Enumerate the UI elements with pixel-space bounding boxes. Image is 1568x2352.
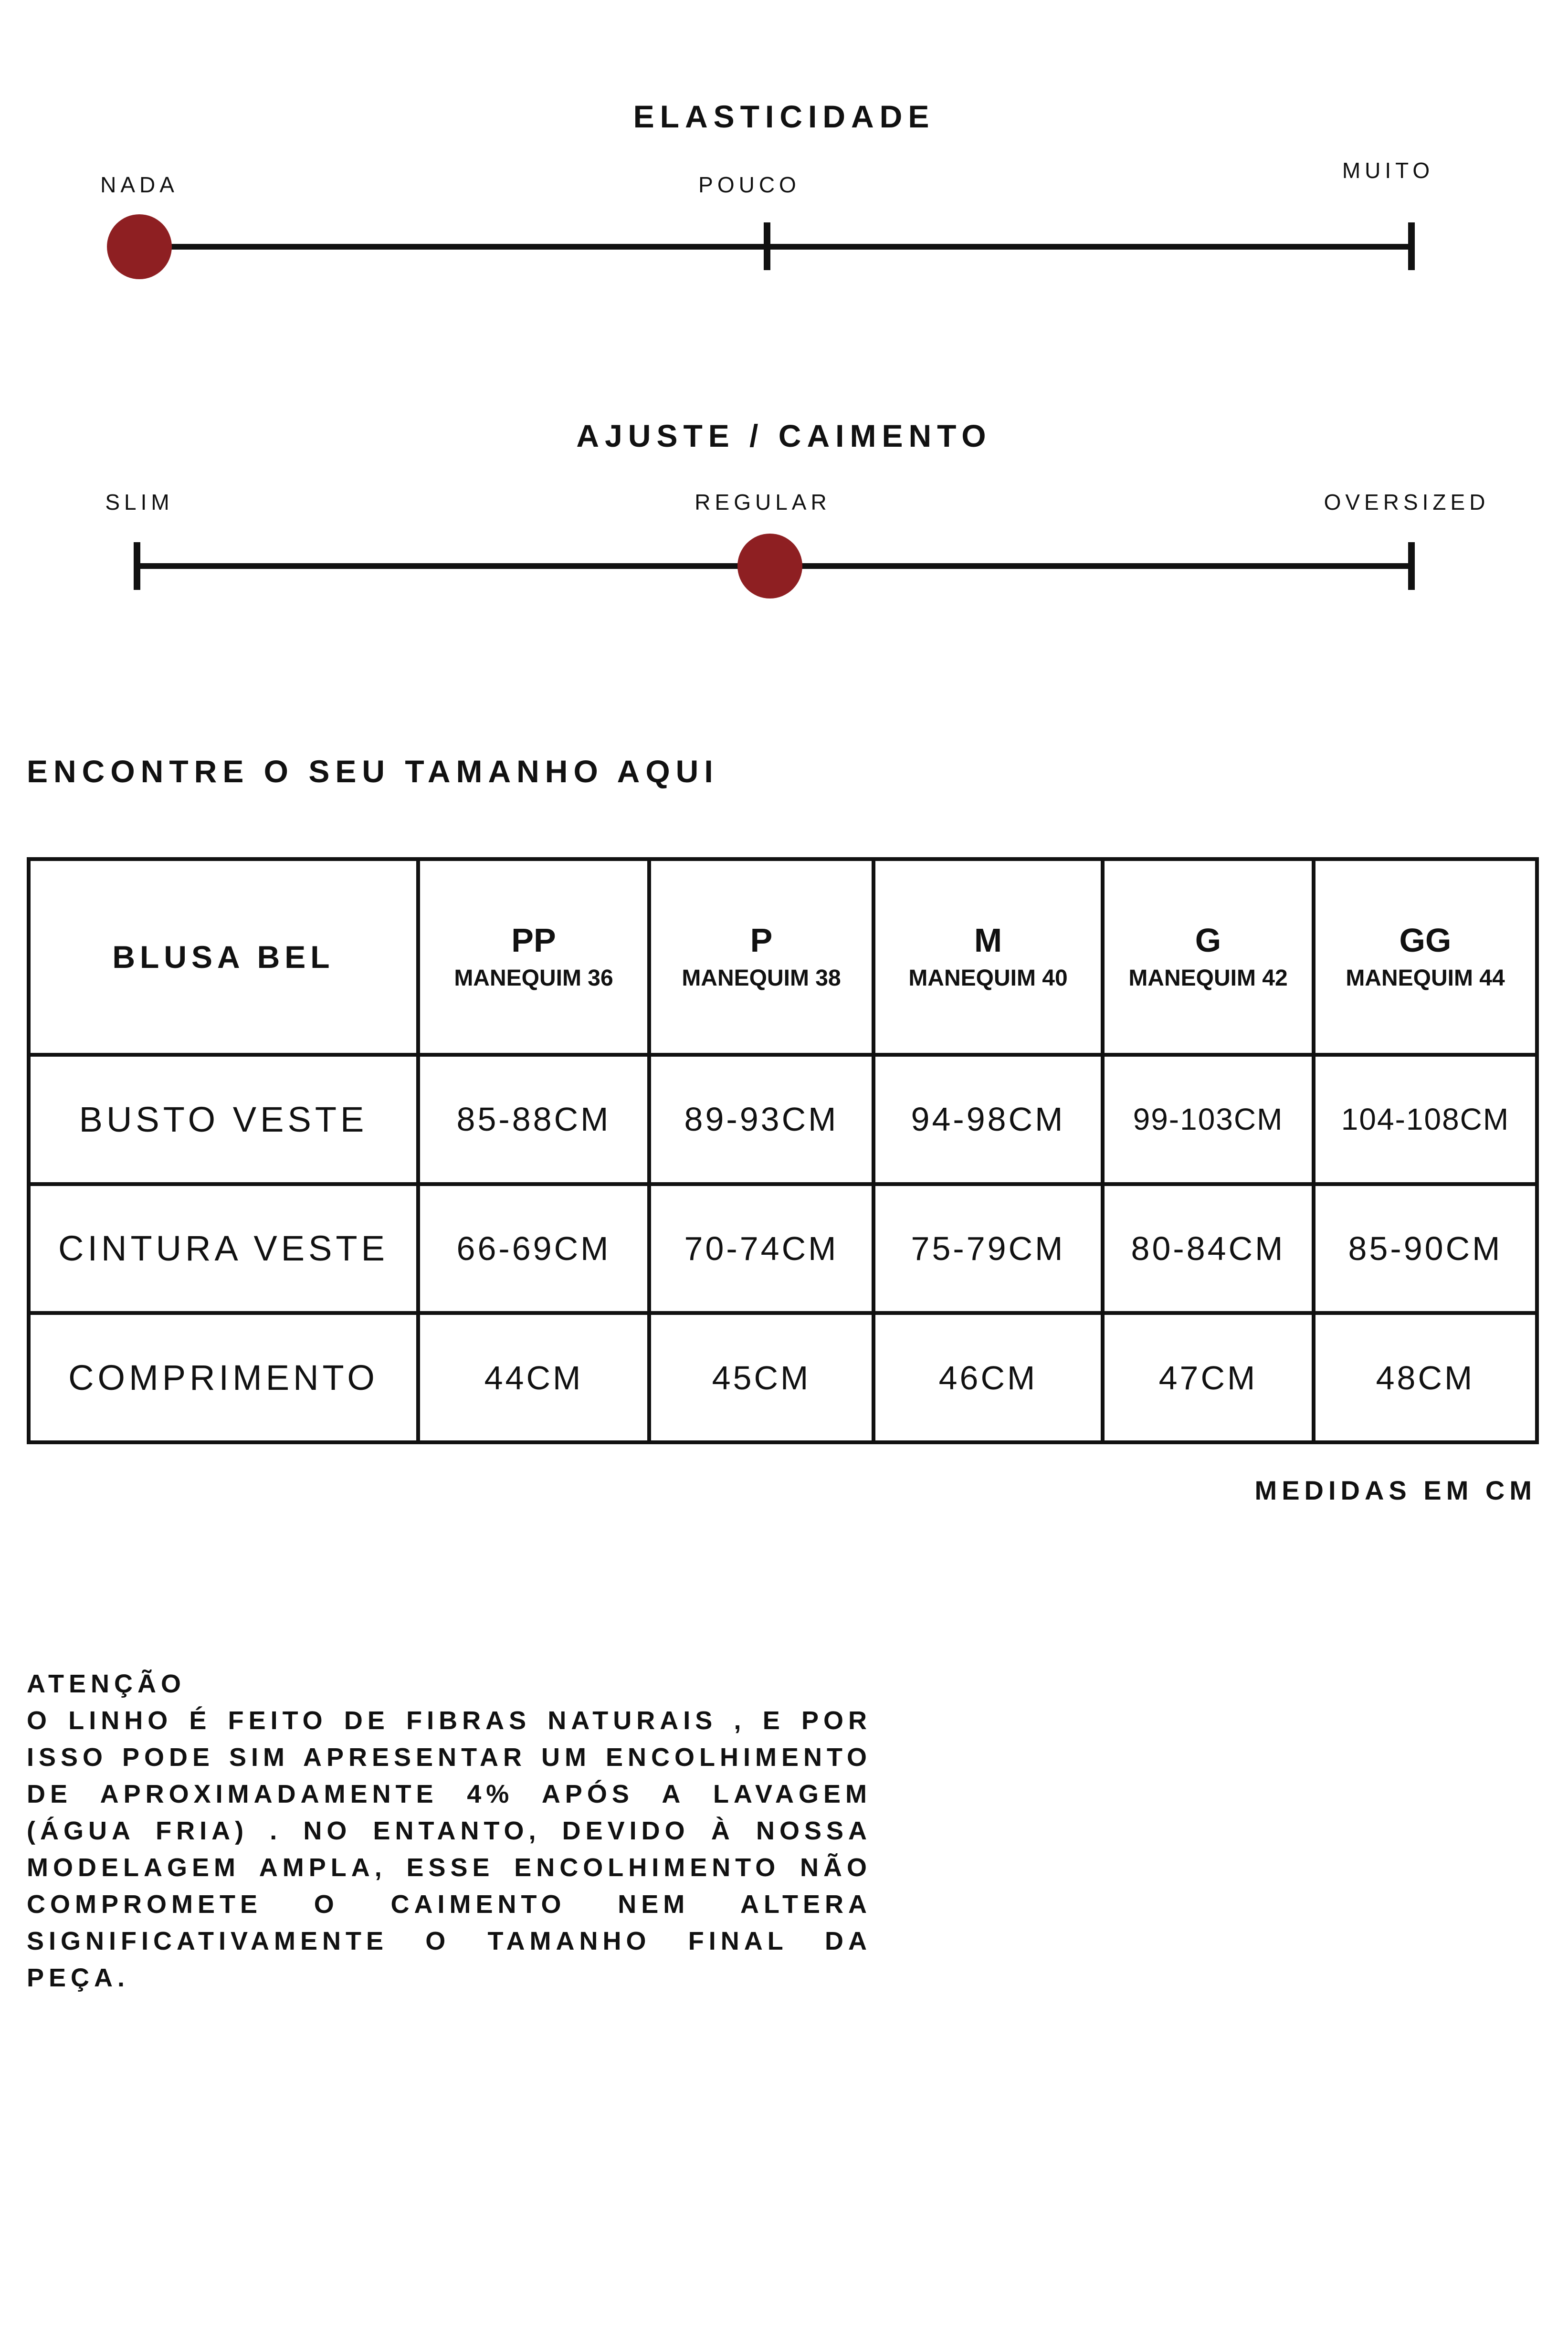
elasticity-marker xyxy=(107,214,172,279)
table-cell: 66-69CM xyxy=(418,1184,649,1313)
size-name: M xyxy=(974,922,1002,959)
table-cell: 89-93CM xyxy=(649,1055,873,1184)
size-header-gg xyxy=(1314,859,1537,1055)
row-label-length: COMPRIMENTO xyxy=(29,1313,418,1442)
table-cell: 104-108CM xyxy=(1314,1055,1537,1184)
mannequin-number: MANEQUIM 40 xyxy=(908,966,1068,991)
fit-title: AJUSTE / CAIMENTO xyxy=(576,418,992,453)
size-header-pp xyxy=(418,859,649,1055)
table-cell: 46CM xyxy=(873,1313,1103,1442)
product-name-cell: BLUSA BEL xyxy=(29,859,418,1055)
size-header-m xyxy=(873,859,1103,1055)
row-label-bust: BUSTO VESTE xyxy=(29,1055,418,1184)
fit-label-regular: REGULAR xyxy=(695,490,831,514)
table-cell: 75-79CM xyxy=(873,1184,1103,1313)
size-name: GG xyxy=(1399,922,1452,959)
fit-label-oversized: OVERSIZED xyxy=(1324,490,1490,514)
units-note: MEDIDAS EM CM xyxy=(1254,1475,1536,1505)
size-name: PP xyxy=(511,922,556,959)
table-cell: 47CM xyxy=(1103,1313,1314,1442)
fit-label-slim: SLIM xyxy=(105,490,174,514)
notice-body: O LINHO É FEITO DE FIBRAS NATURAIS , E POR ISSO PODE SIM APRESENTAR UM ENCOLHIMENTO DE APROXIMADAMENTE 4% APÓS A LAVAGEM (ÁGUA FRIA) . NO ENTANTO, DEVIDO À NOSSA MODELAGEM AMPLA, ESSE ENCOLHIMENTO NÃO COMPROMETE O CAIMENTO NEM ALTERA SIGNIFICATIVAMENTE O TAMANHO FINAL DA PEÇA. xyxy=(27,1706,872,1992)
mannequin-number: MANEQUIM 36 xyxy=(454,966,613,991)
elasticity-track xyxy=(139,244,1415,250)
size-name: G xyxy=(1195,922,1221,959)
fit-tick-start xyxy=(134,542,140,590)
size-section-title: ENCONTRE O SEU TAMANHO AQUI xyxy=(27,754,719,789)
fit-marker xyxy=(737,534,802,598)
table-cell: 85-90CM xyxy=(1314,1184,1537,1313)
table-cell: 44CM xyxy=(418,1313,649,1442)
mannequin-number: MANEQUIM 38 xyxy=(682,966,841,991)
table-cell: 45CM xyxy=(649,1313,873,1442)
table-cell: 70-74CM xyxy=(649,1184,873,1313)
size-table xyxy=(27,857,1539,1444)
table-cell: 99-103CM xyxy=(1103,1055,1314,1184)
mannequin-number: MANEQUIM 44 xyxy=(1346,966,1505,991)
table-row xyxy=(29,1184,1537,1313)
fit-tick-end xyxy=(1408,542,1415,590)
size-header-p xyxy=(649,859,873,1055)
row-label-waist: CINTURA VESTE xyxy=(29,1184,418,1313)
elasticity-label-nada: NADA xyxy=(100,172,179,197)
mannequin-number: MANEQUIM 42 xyxy=(1128,966,1288,991)
size-table-header-row xyxy=(29,859,1537,1055)
table-cell: 48CM xyxy=(1314,1313,1537,1442)
care-notice xyxy=(27,1666,872,1996)
size-header-g xyxy=(1103,859,1314,1055)
elasticity-tick-end xyxy=(1408,222,1415,270)
elasticity-tick-middle xyxy=(764,222,770,270)
size-name: P xyxy=(750,922,773,959)
notice-title: ATENÇÃO xyxy=(27,1670,186,1698)
elasticity-label-pouco: POUCO xyxy=(698,172,800,197)
table-row xyxy=(29,1055,1537,1184)
table-row xyxy=(29,1313,1537,1442)
elasticity-label-muito: MUITO xyxy=(1342,158,1434,183)
table-cell: 85-88CM xyxy=(418,1055,649,1184)
table-cell: 80-84CM xyxy=(1103,1184,1314,1313)
elasticity-title: ELASTICIDADE xyxy=(633,99,935,134)
table-cell: 94-98CM xyxy=(873,1055,1103,1184)
